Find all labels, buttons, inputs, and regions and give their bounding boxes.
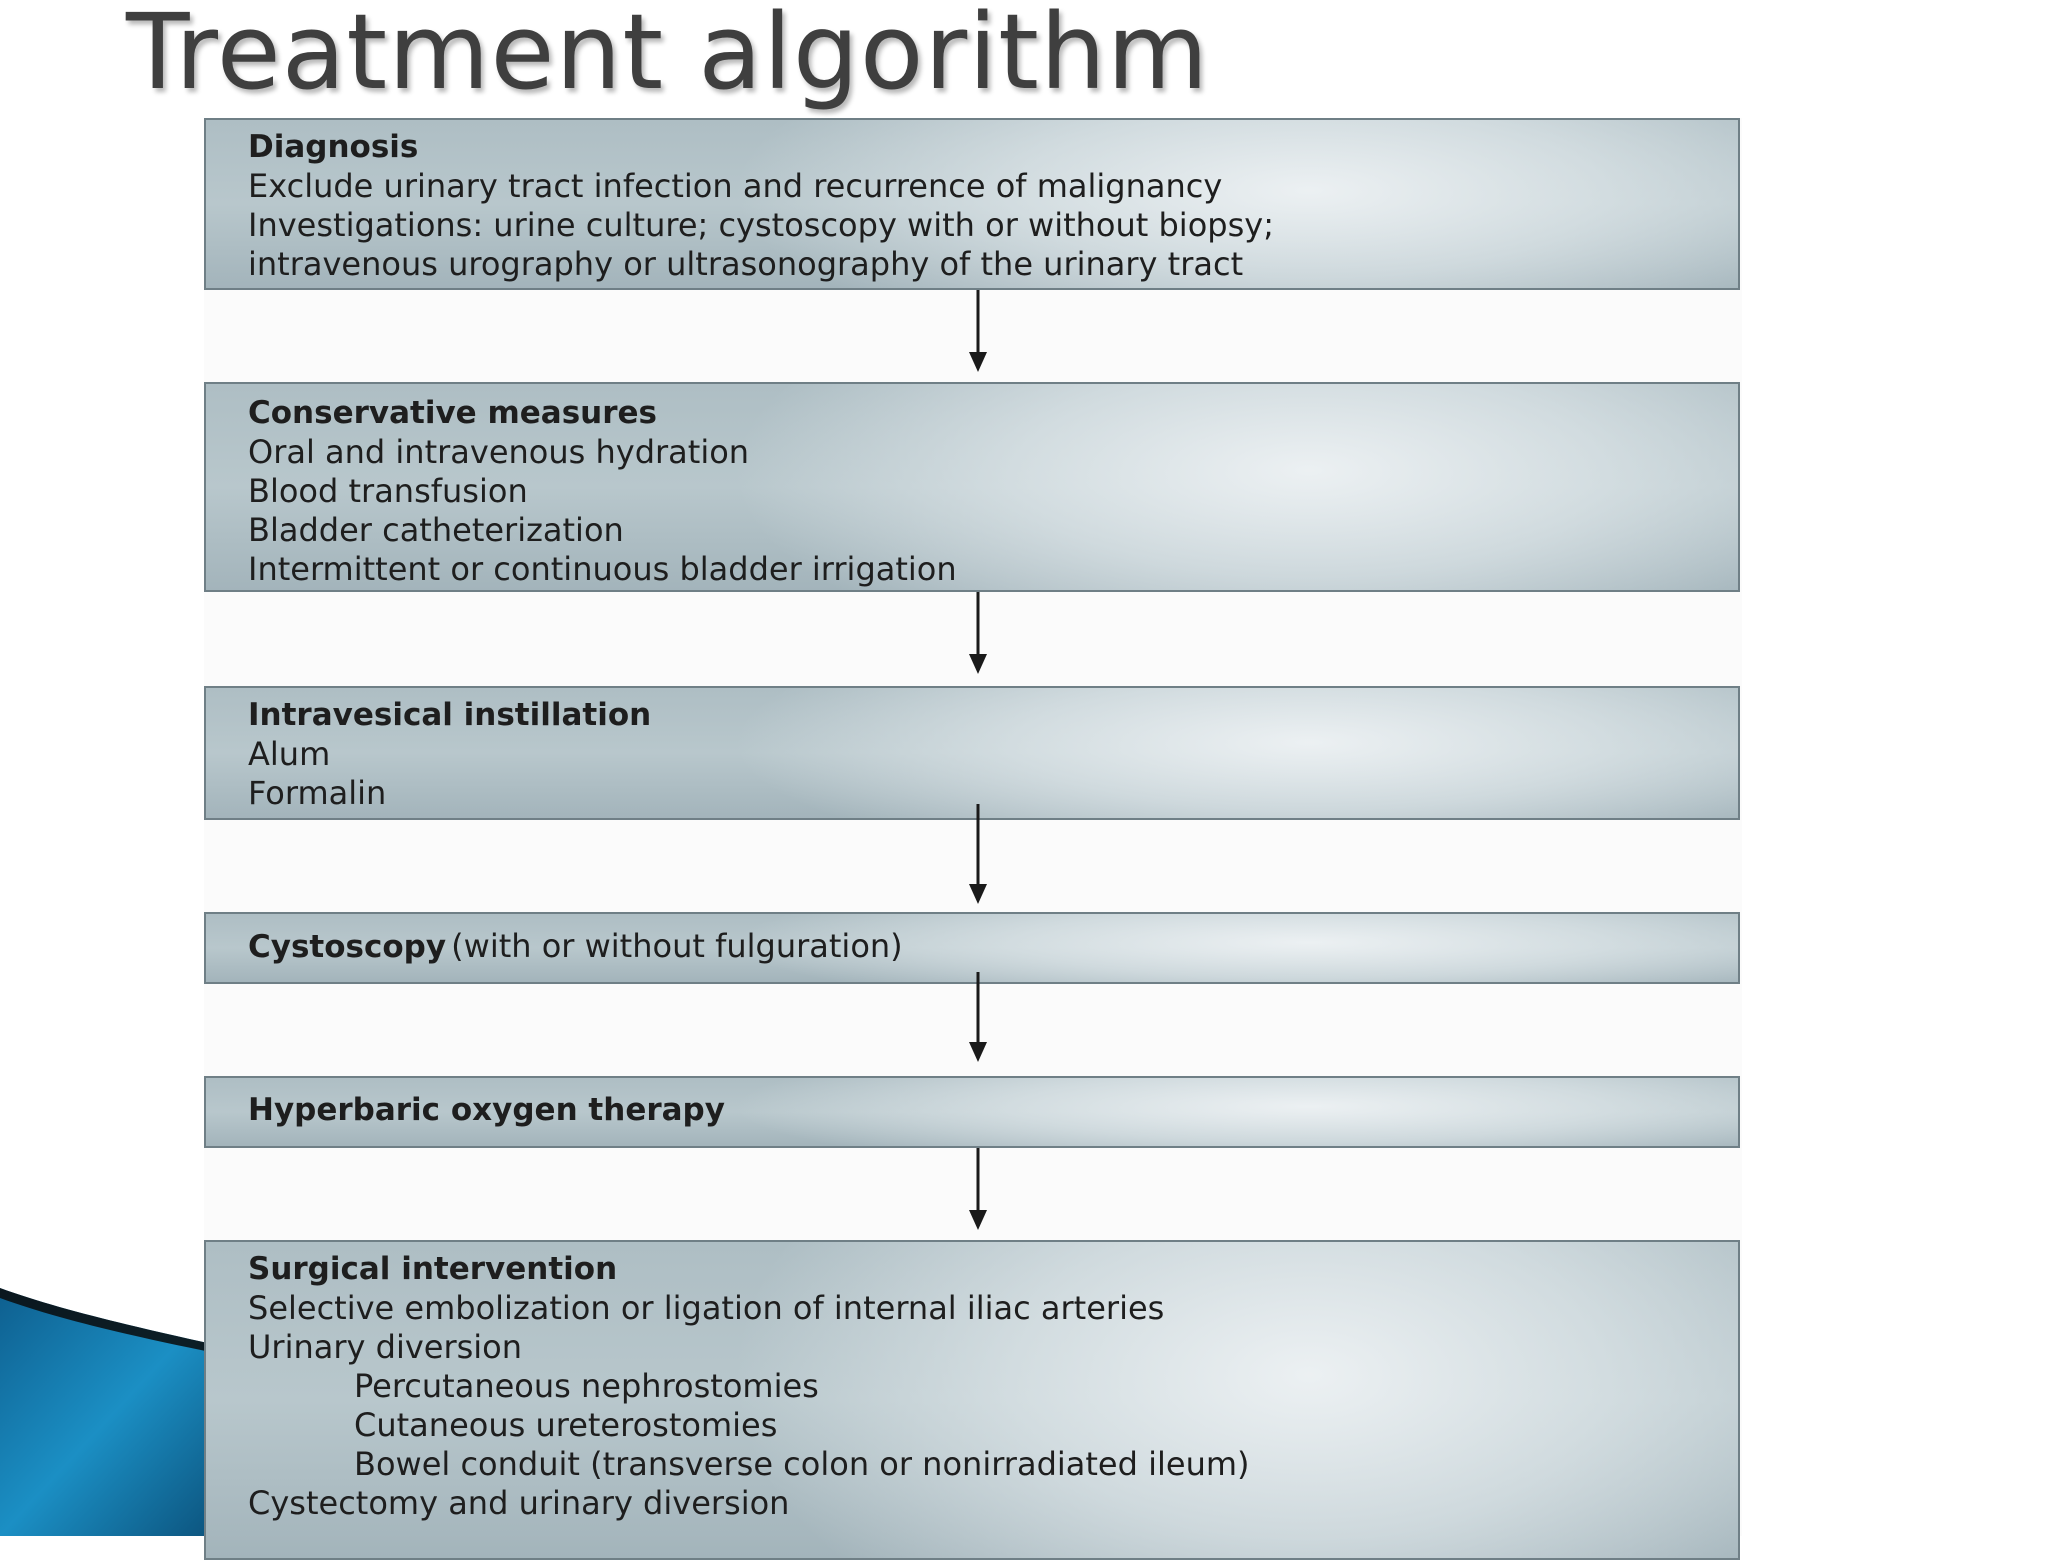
conservative-measures-box <box>204 382 1740 592</box>
surgical-line: Selective embolization or ligation of internal iliac arteries <box>248 1289 1165 1327</box>
slide-title: Treatment algorithm <box>126 0 1210 113</box>
surgical-heading: Surgical intervention <box>248 1251 618 1287</box>
surgical-subline: Bowel conduit (transverse colon or nonirradiated ileum) <box>354 1445 1250 1483</box>
conservative-heading: Conservative measures <box>248 395 658 431</box>
diagnosis-line: intravenous urography or ultrasonography of the urinary tract <box>248 245 1244 283</box>
cystoscopy-heading: Cystoscopy <box>248 929 447 965</box>
diagnosis-box <box>204 118 1740 290</box>
surgical-subline: Percutaneous nephrostomies <box>354 1367 819 1405</box>
flow-arrow <box>966 972 990 1062</box>
flow-arrow <box>966 592 990 676</box>
corner-swoosh-decoration <box>0 1280 230 1536</box>
intravesical-instillation-box <box>204 686 1740 820</box>
surgical-intervention-box <box>204 1240 1740 1560</box>
hyperbaric-heading: Hyperbaric oxygen therapy <box>248 1092 725 1128</box>
surgical-final-line: Cystectomy and urinary diversion <box>248 1484 790 1522</box>
diagnosis-line: Investigations: urine culture; cystoscopy with or without biopsy; <box>248 206 1274 244</box>
diagnosis-heading: Diagnosis <box>248 129 419 165</box>
treatment-flowchart <box>204 118 1742 1536</box>
conservative-line: Intermittent or continuous bladder irrigation <box>248 550 957 588</box>
flow-arrow <box>966 804 990 904</box>
hyperbaric-oxygen-box <box>204 1076 1740 1148</box>
cystoscopy-detail-text: (with or without fulguration) <box>451 927 903 965</box>
conservative-line: Blood transfusion <box>248 472 528 510</box>
conservative-line: Bladder catheterization <box>248 511 624 549</box>
conservative-line: Oral and intravenous hydration <box>248 433 750 471</box>
intravesical-line: Alum <box>248 735 331 773</box>
flow-arrow <box>966 1148 990 1232</box>
surgical-line: Urinary diversion <box>248 1328 523 1366</box>
surgical-subline: Cutaneous ureterostomies <box>354 1406 778 1444</box>
intravesical-line: Formalin <box>248 774 387 812</box>
flow-arrow <box>966 290 990 374</box>
intravesical-heading: Intravesical instillation <box>248 697 652 733</box>
diagnosis-line: Exclude urinary tract infection and recurrence of malignancy <box>248 167 1223 205</box>
